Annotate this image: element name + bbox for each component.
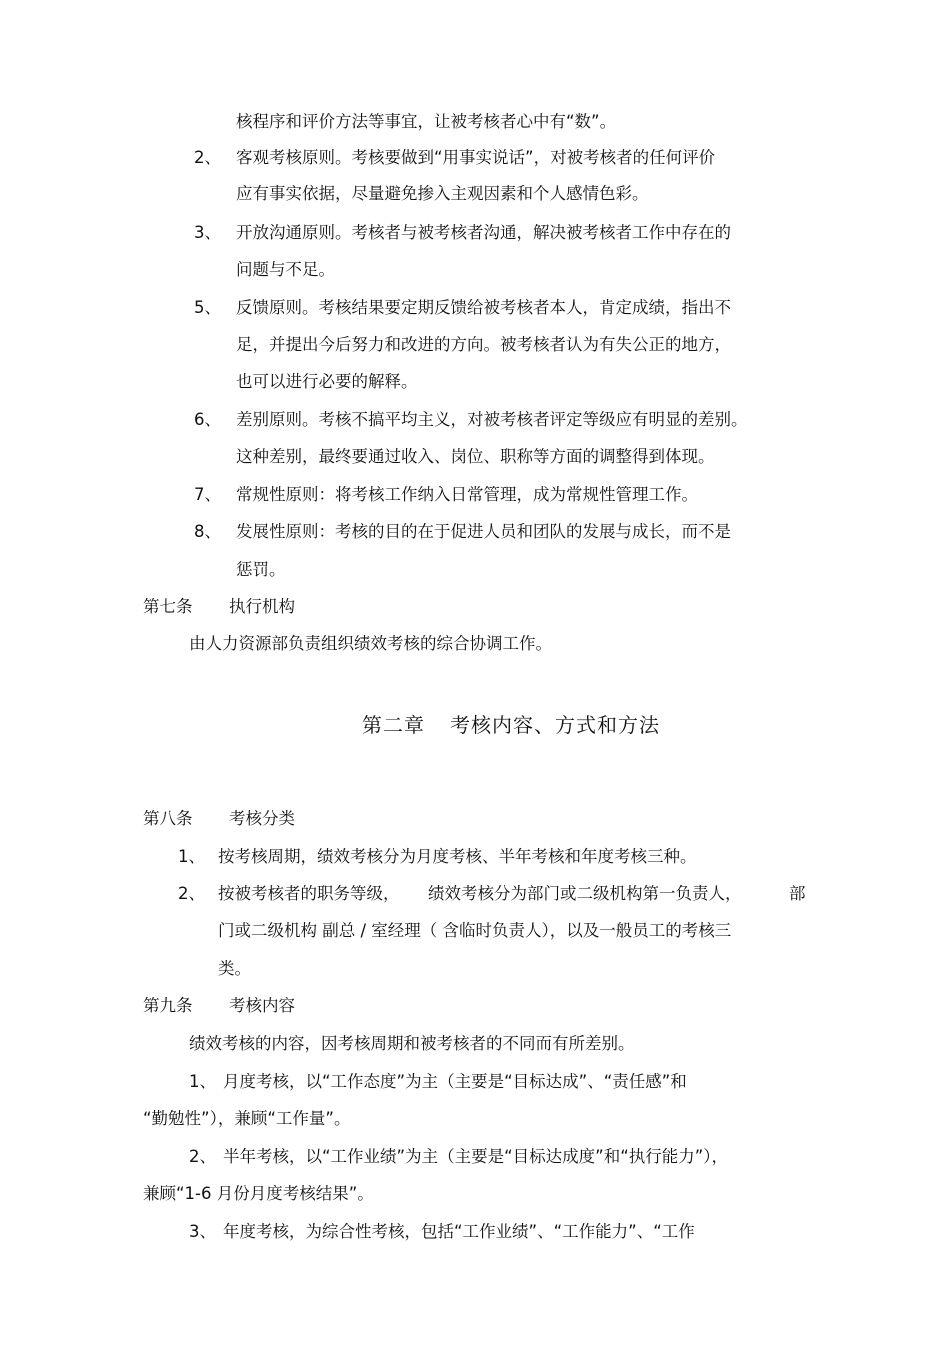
- article-9-item-1-number: 1、: [189, 1072, 216, 1091]
- article-9-item-1-line-2: “勤勉性”），兼顾“工作量”。: [143, 1109, 351, 1128]
- principle-7-number: 7、: [194, 485, 221, 504]
- article-9-item-1-line-1: 月度考核，以“工作态度”为主（主要是“目标达成”、“责任感”和: [223, 1072, 687, 1091]
- article-8-item-2-line-1b: 绩效考核分为部门或二级机构第一负责人，: [428, 884, 742, 903]
- article-9-item-2-line-2: 兼顾“1-6 月份月度考核结果”。: [143, 1184, 374, 1203]
- article-8-title: 考核分类: [229, 809, 295, 828]
- article-8-item-1-line-1: 按考核周期，绩效考核分为月度考核、半年考核和年度考核三种。: [218, 847, 697, 866]
- chapter-2-title: 考核内容、方式和方法: [450, 713, 660, 737]
- article-9-item-2-line-1: 半年考核，以“工作业绩”为主（主要是“目标达成度”和“执行能力”），: [223, 1147, 729, 1166]
- principle-2-line-1: 客观考核原则。考核要做到“用事实说话”，对被考核者的任何评价: [236, 148, 716, 167]
- principle-6-number: 6、: [194, 410, 221, 429]
- article-8-item-1-number: 1、: [178, 847, 205, 866]
- article-7-title: 执行机构: [229, 597, 295, 616]
- article-9-label: 第九条: [143, 996, 193, 1015]
- principle-1-tail: 核程序和评价方法等事宜，让被考核者心中有“数”。: [236, 112, 617, 131]
- principle-5-number: 5、: [194, 298, 221, 317]
- principle-5-line-3: 也可以进行必要的解释。: [236, 372, 418, 391]
- article-8-label: 第八条: [143, 809, 193, 828]
- principle-2-line-2: 应有事实依据，尽量避免掺入主观因素和个人感情色彩。: [236, 184, 649, 203]
- article-8-item-2-line-1a: 按被考核者的职务等级，: [218, 884, 400, 903]
- article-7-body: 由人力资源部负责组织绩效考核的综合协调工作。: [189, 634, 552, 653]
- article-9-intro: 绩效考核的内容，因考核周期和被考核者的不同而有所差别。: [189, 1034, 635, 1053]
- principle-3-line-1: 开放沟通原则。考核者与被考核者沟通，解决被考核者工作中存在的: [236, 223, 731, 242]
- principle-7-line-1: 常规性原则：将考核工作纳入日常管理，成为常规性管理工作。: [236, 485, 698, 504]
- principle-6-line-1: 差别原则。考核不搞平均主义，对被考核者评定等级应有明显的差别。: [236, 410, 748, 429]
- principle-5-line-1: 反馈原则。考核结果要定期反馈给被考核者本人，肯定成绩，指出不: [236, 298, 731, 317]
- principle-3-line-2: 问题与不足。: [236, 260, 335, 279]
- article-8-item-2-line-2: 门或二级机构 副总 / 室经理（ 含临时负责人），以及一般员工的考核三: [218, 921, 732, 940]
- principle-2-number: 2、: [194, 148, 221, 167]
- principle-3-number: 3、: [194, 223, 221, 242]
- article-9-item-3-number: 3、: [189, 1222, 216, 1241]
- chapter-2-label: 第二章: [362, 713, 425, 737]
- principle-8-line-1: 发展性原则：考核的目的在于促进人员和团队的发展与成长，而不是: [236, 522, 731, 541]
- article-8-item-2-number: 2、: [178, 884, 205, 903]
- principle-8-number: 8、: [194, 522, 221, 541]
- article-9-title: 考核内容: [229, 996, 295, 1015]
- article-9-item-3-line-1: 年度考核，为综合性考核，包括“工作业绩”、“工作能力”、“工作: [223, 1222, 695, 1241]
- principle-8-line-2: 惩罚。: [236, 560, 286, 579]
- principle-5-line-2: 足，并提出今后努力和改进的方向。被考核者认为有失公正的地方，: [236, 335, 731, 354]
- article-8-item-2-line-3: 类。: [218, 959, 251, 978]
- principle-6-line-2: 这种差别，最终要通过收入、岗位、职称等方面的调整得到体现。: [236, 447, 715, 466]
- article-7-label: 第七条: [143, 597, 193, 616]
- article-9-item-2-number: 2、: [189, 1147, 216, 1166]
- article-8-item-2-line-1c: 部: [789, 884, 806, 903]
